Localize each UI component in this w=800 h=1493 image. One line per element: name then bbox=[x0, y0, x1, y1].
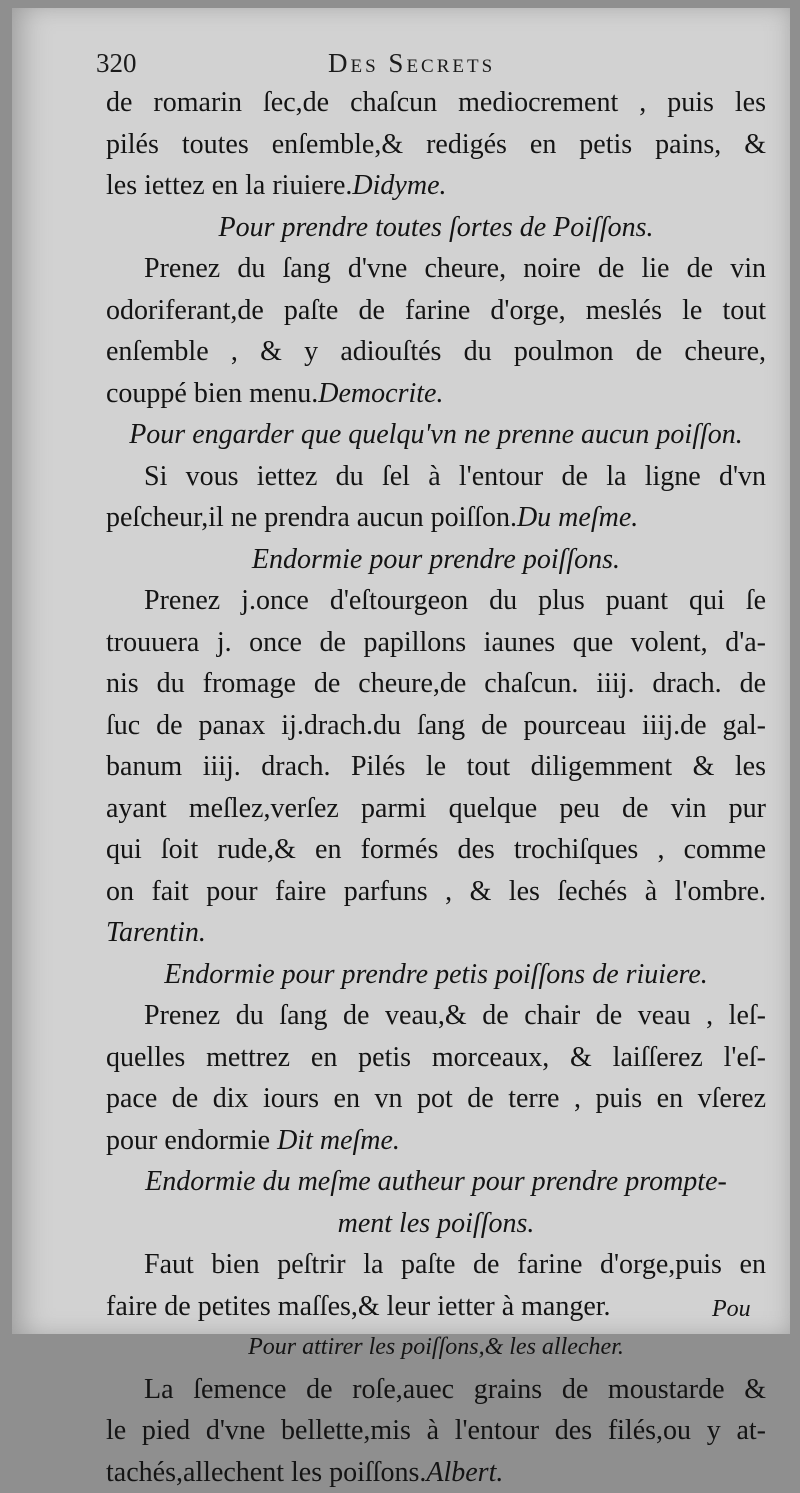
text-line bbox=[106, 663, 766, 705]
text-line bbox=[106, 497, 766, 539]
text-line bbox=[106, 1369, 766, 1411]
section-heading-line bbox=[106, 1327, 766, 1369]
line-text: enſemble , & y adiouſtés du poulmon de cheure, bbox=[106, 336, 766, 367]
text-line bbox=[106, 124, 766, 166]
line-text: qui ſoit rude,& en formés des trochiſques , comme bbox=[106, 834, 766, 865]
author-attribution: Tarentin. bbox=[106, 917, 206, 948]
line-text: Prenez j.once d'eſtourgeon du plus puant qui ſe bbox=[144, 585, 766, 616]
line-text: La ſemence de roſe,auec grains de moustarde & bbox=[144, 1374, 766, 1405]
section-heading-line bbox=[106, 1161, 766, 1203]
line-text: Pour attirer les poiſſons,& les allecher. bbox=[248, 1334, 624, 1360]
line-text: ayant meſlez,verſez parmi quelque peu de vin pur bbox=[106, 793, 766, 824]
line-text: pour endormie bbox=[106, 1125, 277, 1156]
text-line bbox=[106, 829, 766, 871]
line-text: les iettez en la riuiere. bbox=[106, 170, 352, 201]
text-line bbox=[106, 788, 766, 830]
line-text: Endormie pour prendre petis poiſſons de riuiere. bbox=[164, 959, 708, 990]
line-text: peſcheur,il ne prendra aucun poiſſon. bbox=[106, 502, 517, 533]
text-line bbox=[106, 1286, 766, 1328]
text-line bbox=[106, 995, 766, 1037]
book-page bbox=[12, 8, 790, 1334]
section-heading-line bbox=[106, 414, 766, 456]
text-line bbox=[106, 705, 766, 747]
line-text: banum iiij. drach. Pilés le tout diligemment & les bbox=[106, 751, 766, 782]
line-text: Prenez du ſang d'vne cheure, noire de lie de vin bbox=[144, 253, 766, 284]
line-text: Endormie pour prendre poiſſons. bbox=[252, 544, 620, 575]
text-line bbox=[106, 1410, 766, 1452]
line-text: Faut bien peſtrir la paſte de farine d'orge,puis en bbox=[144, 1249, 766, 1280]
section-heading-line bbox=[106, 1203, 766, 1245]
author-attribution: Didyme. bbox=[352, 170, 446, 201]
text-line bbox=[106, 1452, 766, 1493]
text-line bbox=[106, 622, 766, 664]
text-line bbox=[106, 82, 766, 124]
line-text: on fait pour faire parfuns , & les ſechés à l'ombre. bbox=[106, 876, 766, 907]
text-line bbox=[106, 746, 766, 788]
body-text bbox=[106, 82, 766, 1493]
page-number: 320 bbox=[96, 48, 137, 79]
line-text: pilés toutes enſemble,& redigés en petis pains, & bbox=[106, 129, 766, 160]
line-text: Prenez du ſang de veau,& de chair de veau , leſ- bbox=[144, 1000, 766, 1031]
page-header bbox=[96, 48, 656, 82]
line-text: de romarin ſec,de chaſcun mediocrement , puis les bbox=[106, 87, 766, 118]
text-line bbox=[106, 912, 766, 954]
text-line bbox=[106, 456, 766, 498]
section-heading-line bbox=[106, 539, 766, 581]
line-text: Pour engarder que quelqu'vn ne prenne aucun poiſſon. bbox=[129, 419, 743, 450]
line-text: nis du fromage de cheure,de chaſcun. iiij. drach. de bbox=[106, 668, 766, 699]
author-attribution: Democrite. bbox=[318, 378, 443, 409]
line-text: Pour prendre toutes ſortes de Poiſſons. bbox=[219, 212, 654, 243]
text-line bbox=[106, 871, 766, 913]
text-line bbox=[106, 331, 766, 373]
line-text: Endormie du meſme autheur pour prendre prompte- bbox=[145, 1166, 727, 1197]
running-title: Des Secrets bbox=[328, 48, 495, 79]
section-heading-line bbox=[106, 207, 766, 249]
line-text: pace de dix iours en vn pot de terre , puis en vſerez bbox=[106, 1083, 766, 1114]
line-text: ment les poiſſons. bbox=[338, 1208, 535, 1239]
text-line bbox=[106, 1078, 766, 1120]
line-text: couppé bien menu. bbox=[106, 378, 318, 409]
line-text: Si vous iettez du ſel à l'entour de la ligne d'vn bbox=[144, 461, 766, 492]
line-text: ſuc de panax ij.drach.du ſang de pourceau iiij.de gal- bbox=[106, 710, 766, 741]
line-text: faire de petites maſſes,& leur ietter à manger. bbox=[106, 1291, 611, 1322]
author-attribution: Albert. bbox=[426, 1457, 503, 1488]
line-text: trouuera j. once de papillons iaunes que volent, d'a- bbox=[106, 627, 766, 658]
author-attribution: Dit meſme. bbox=[277, 1125, 400, 1156]
text-line bbox=[106, 248, 766, 290]
catchword: Pou bbox=[712, 1296, 751, 1323]
text-line bbox=[106, 165, 766, 207]
text-line bbox=[106, 580, 766, 622]
line-text: le pied d'vne bellette,mis à l'entour des filés,ou y at- bbox=[106, 1415, 766, 1446]
text-line bbox=[106, 290, 766, 332]
text-line bbox=[106, 373, 766, 415]
text-line bbox=[106, 1244, 766, 1286]
line-text: tachés,allechent les poiſſons. bbox=[106, 1457, 426, 1488]
text-line bbox=[106, 1037, 766, 1079]
text-line bbox=[106, 1120, 766, 1162]
section-heading-line bbox=[106, 954, 766, 996]
line-text: quelles mettrez en petis morceaux, & laiſſerez l'eſ- bbox=[106, 1042, 766, 1073]
author-attribution: Du meſme. bbox=[517, 502, 638, 533]
line-text: odoriferant,de paſte de farine d'orge, meslés le tout bbox=[106, 295, 766, 326]
